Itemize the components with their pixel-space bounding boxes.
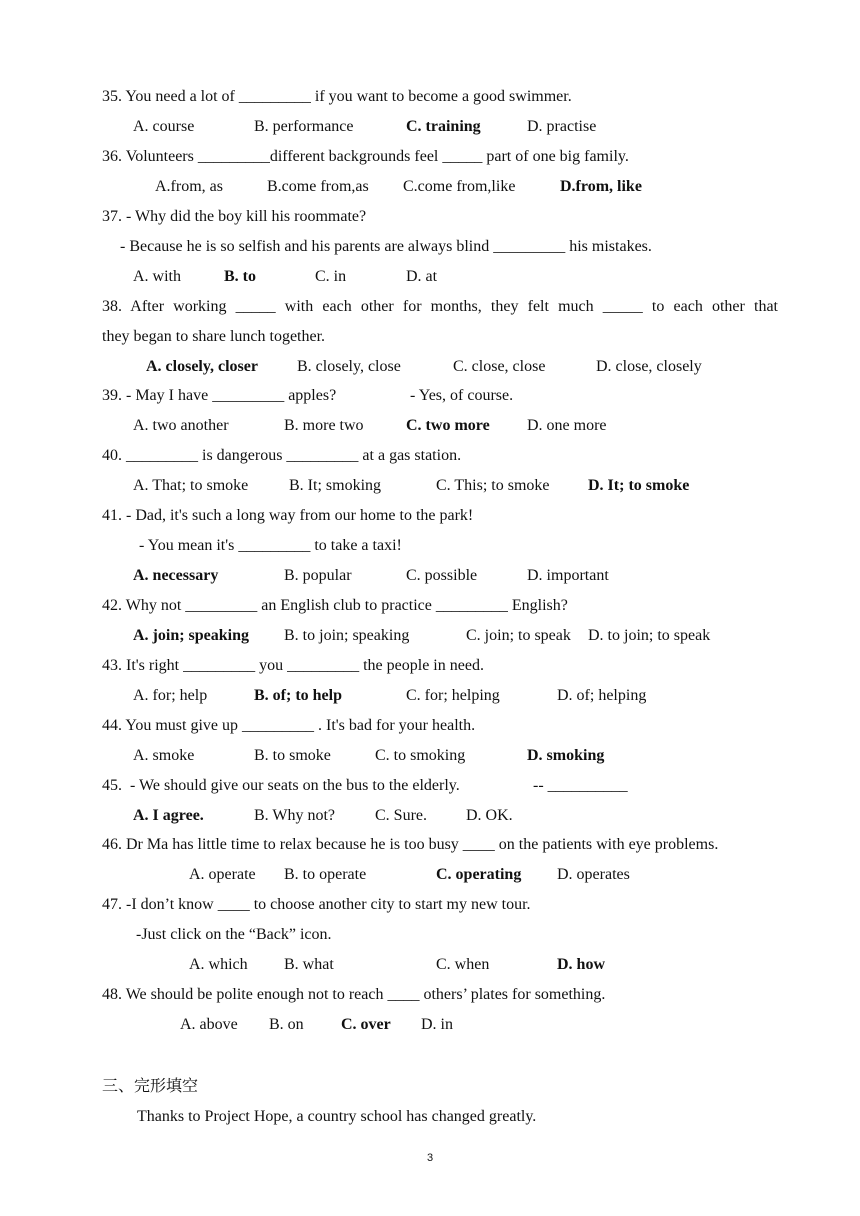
question-44-option-a: A. smoke (133, 747, 195, 764)
question-45-option-b: B. Why not? (254, 807, 336, 824)
question-40-option-a: A. That; to smoke (133, 477, 249, 494)
question-37-stem-reply: - Because he is so selfish and his parents are always blind _________ his mistakes. (120, 238, 652, 255)
question-35-option-d: D. practise (527, 118, 597, 135)
question-41-option-d: D. important (527, 567, 609, 584)
question-37-stem: 37. - Why did the boy kill his roommate? (102, 208, 367, 225)
question-39-stem: 39. - May I have _________ apples? (102, 387, 337, 404)
question-40-stem: 40. _________ is dangerous _________ at a gas station. (102, 447, 462, 464)
question-38-option-c: C. close, close (453, 358, 546, 375)
question-47-option-c: C. when (436, 956, 490, 973)
question-38-option-d: D. close, closely (596, 358, 702, 375)
question-43-option-d: D. of; helping (557, 687, 647, 704)
question-40-option-c: C. This; to smoke (436, 477, 550, 494)
question-42-option-b: B. to join; speaking (284, 627, 410, 644)
passage-first-line: Thanks to Project Hope, a country school has changed greatly. (137, 1108, 537, 1125)
question-48-stem: 48. We should be polite enough not to reach ____ others’ plates for something. (102, 986, 606, 1003)
question-40-option-b: B. It; smoking (289, 477, 382, 494)
question-41-option-a-answer: A. necessary (133, 567, 219, 584)
question-37-option-c: C. in (315, 268, 347, 285)
question-41-stem: 41. - Dad, it's such a long way from our home to the park! (102, 507, 474, 524)
question-36-option-c: C.come from,like (403, 178, 516, 195)
question-39-option-b: B. more two (284, 417, 364, 434)
page-number: 3 (426, 1152, 434, 1164)
question-44-option-b: B. to smoke (254, 747, 331, 764)
question-44-stem: 44. You must give up _________ . It's bad for your health. (102, 717, 476, 734)
question-42-stem: 42. Why not _________ an English club to practice _________ English? (102, 597, 568, 614)
question-37-option-b-answer: B. to (224, 268, 256, 285)
question-43-option-a: A. for; help (133, 687, 208, 704)
question-36-option-d-answer: D.from, like (560, 178, 642, 195)
question-48-option-c-answer: C. over (341, 1016, 391, 1033)
question-39-option-a: A. two another (133, 417, 229, 434)
question-37-option-a: A. with (133, 268, 181, 285)
question-45-option-a-answer: A. I agree. (133, 807, 204, 824)
question-39-option-d: D. one more (527, 417, 607, 434)
question-39-option-c-answer: C. two more (406, 417, 490, 434)
question-46-option-c-answer: C. operating (436, 866, 522, 883)
question-43-option-b-answer: B. of; to help (254, 687, 342, 704)
question-41-option-c: C. possible (406, 567, 478, 584)
question-45-reply: -- __________ (533, 777, 628, 794)
question-48-option-b: B. on (269, 1016, 304, 1033)
question-47-stem-reply: -Just click on the “Back” icon. (136, 926, 332, 943)
question-35-option-c-answer: C. training (406, 118, 481, 135)
question-36-option-a: A.from, as (155, 178, 223, 195)
question-37-option-d: D. at (406, 268, 438, 285)
question-47-option-d-answer: D. how (557, 956, 606, 973)
question-36-option-b: B.come from,as (267, 178, 369, 195)
question-41-stem-reply: - You mean it's _________ to take a taxi! (139, 537, 402, 554)
question-46-option-a: A. operate (189, 866, 256, 883)
question-42-option-d: D. to join; to speak (588, 627, 711, 644)
question-46-option-d: D. operates (557, 866, 630, 883)
question-35-option-a: A. course (133, 118, 195, 135)
question-36-stem: 36. Volunteers _________different backgrounds feel _____ part of one big family. (102, 148, 629, 165)
question-44-option-c: C. to smoking (375, 747, 466, 764)
question-35-stem: 35. You need a lot of _________ if you want to become a good swimmer. (102, 88, 572, 105)
question-40-option-d-answer: D. It; to smoke (588, 477, 690, 494)
question-48-option-a: A. above (180, 1016, 238, 1033)
question-41-option-b: B. popular (284, 567, 352, 584)
question-44-option-d-answer: D. smoking (527, 747, 605, 764)
question-38-option-a-answer: A. closely, closer (146, 358, 258, 375)
question-38-stem-continued: they began to share lunch together. (102, 328, 326, 345)
question-43-option-c: C. for; helping (406, 687, 500, 704)
question-47-option-b: B. what (284, 956, 334, 973)
section-heading-cloze: 三、完形填空 (102, 1076, 199, 1095)
question-38-option-b: B. closely, close (297, 358, 401, 375)
question-46-stem: 46. Dr Ma has little time to relax because he is too busy ____ on the patients with eye problems. (102, 836, 719, 853)
question-42-option-a-answer: A. join; speaking (133, 627, 250, 644)
question-43-stem: 43. It's right _________ you _________ the people in need. (102, 657, 484, 674)
question-42-option-c: C. join; to speak (466, 627, 571, 644)
question-38-stem: 38. After working _____ with each other for months, they felt much _____ to each other that (102, 298, 778, 315)
question-35-option-b: B. performance (254, 118, 354, 135)
question-45-option-d: D. OK. (466, 807, 513, 824)
question-45-option-c: C. Sure. (375, 807, 427, 824)
question-47-option-a: A. which (189, 956, 248, 973)
question-46-option-b: B. to operate (284, 866, 367, 883)
question-48-option-d: D. in (421, 1016, 453, 1033)
question-47-stem: 47. -I don’t know ____ to choose another city to start my new tour. (102, 896, 531, 913)
question-45-stem: 45. - We should give our seats on the bus to the elderly. (102, 777, 460, 794)
question-39-reply: - Yes, of course. (410, 387, 514, 404)
